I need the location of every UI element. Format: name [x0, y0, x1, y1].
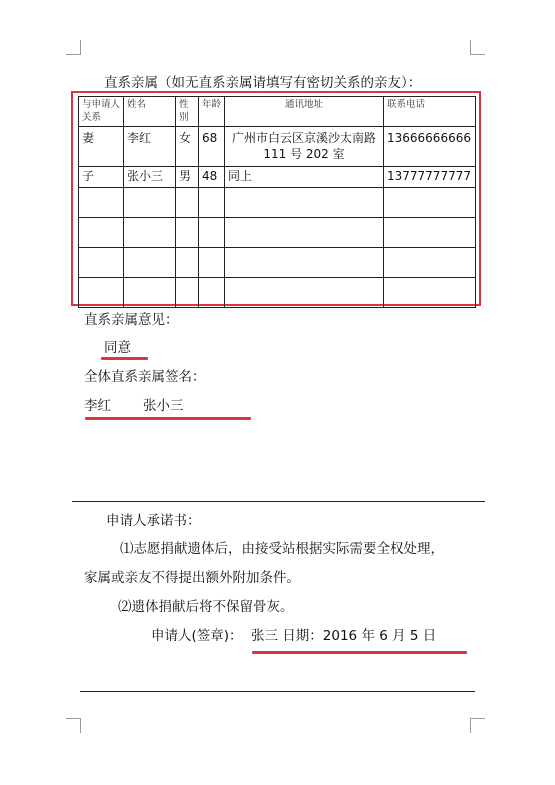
applicant-sign-value: 张三 日期：2016 年 6 月 5 日 [251, 628, 437, 644]
page-corner-mark-bottom-left [66, 718, 81, 733]
signature-label: 全体直系亲属签名： [84, 369, 206, 385]
cell-phone: 13666666666 [384, 127, 476, 167]
cell-age: 68 [199, 127, 225, 167]
cell-name: 张小三 [124, 167, 176, 188]
opinion-underline [101, 357, 148, 360]
cell-gender: 男 [176, 167, 199, 188]
signature-2: 张小三 [143, 398, 184, 414]
header-age: 年龄 [199, 97, 225, 127]
applicant-sign-underline [252, 651, 467, 654]
table-row-empty [79, 248, 476, 278]
separator-line-bottom [80, 691, 475, 692]
pledge-item1-line1: ⑴志愿捐献遗体后，由接受站根据实际需要全权处理， [120, 541, 444, 557]
page-corner-mark-bottom-right [470, 718, 485, 733]
header-address: 通讯地址 [225, 97, 384, 127]
table-row-empty [79, 188, 476, 218]
table-row-empty [79, 278, 476, 308]
applicant-sign-label: 申请人(签章)： [151, 628, 243, 644]
cell-name: 李红 [124, 127, 176, 167]
header-gender: 性别 [176, 97, 199, 127]
relatives-heading: 直系亲属（如无直系亲属请填写有密切关系的亲友）： [104, 75, 422, 91]
header-phone: 联系电话 [384, 97, 476, 127]
cell-address: 广州市白云区京溪沙太南路 111 号 202 室 [225, 127, 384, 167]
opinion-value: 同意 [104, 340, 131, 356]
page-corner-mark-top-right [470, 40, 485, 55]
table-header-row [79, 97, 476, 127]
separator-line-top [72, 501, 485, 502]
signature-1: 李红 [84, 398, 111, 414]
cell-phone: 13777777777 [384, 167, 476, 188]
header-relation: 与申请人关系 [79, 97, 124, 127]
pledge-title: 申请人承诺书： [106, 513, 201, 529]
cell-relation: 妻 [79, 127, 124, 167]
pledge-item1-line2: 家属或亲友不得提出额外附加条件。 [84, 570, 300, 586]
table-row-empty [79, 218, 476, 248]
opinion-label: 直系亲属意见： [84, 312, 179, 328]
cell-relation: 子 [79, 167, 124, 188]
table-row [79, 127, 476, 167]
cell-gender: 女 [176, 127, 199, 167]
header-name: 姓名 [124, 97, 176, 127]
cell-address: 同上 [225, 167, 384, 188]
pledge-item2: ⑵遗体捐献后将不保留骨灰。 [118, 599, 294, 615]
page-corner-mark-top-left [66, 40, 81, 55]
cell-age: 48 [199, 167, 225, 188]
signature-underline [85, 417, 251, 420]
table-row [79, 167, 476, 188]
relatives-table [78, 96, 476, 308]
